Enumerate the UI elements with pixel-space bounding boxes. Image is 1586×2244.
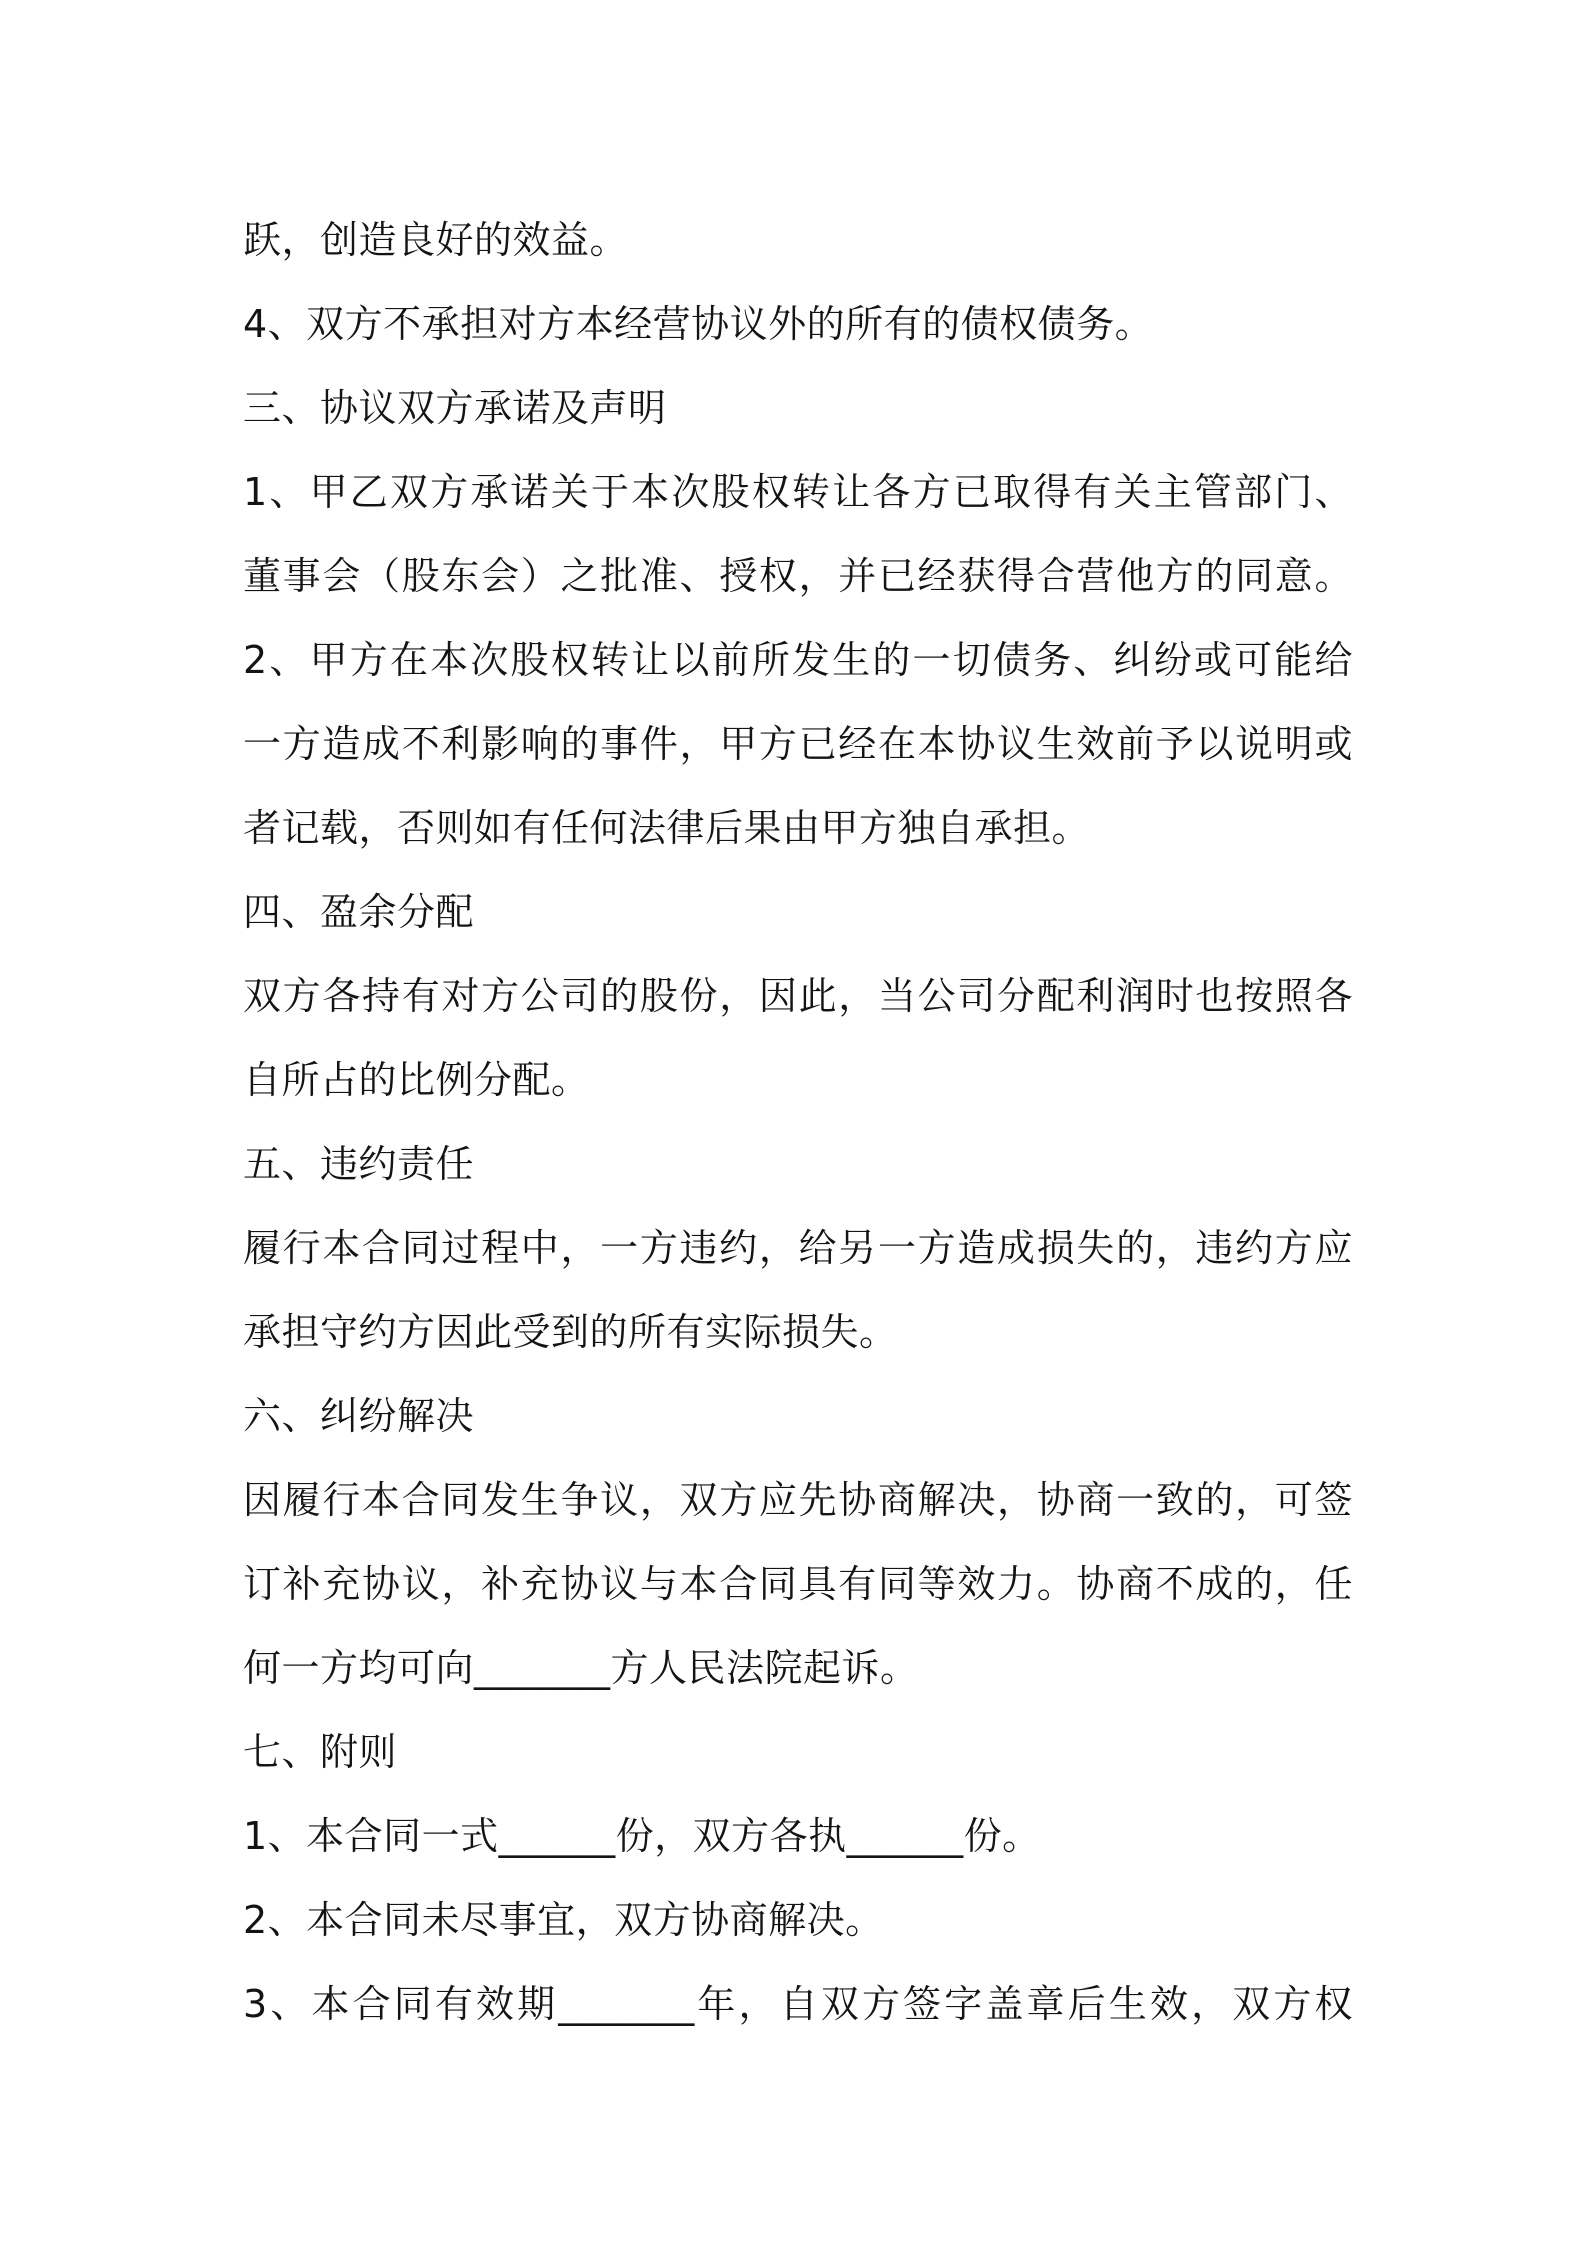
paragraph-line: 双方各持有对方公司的股份，因此，当公司分配利润时也按照各	[243, 974, 1353, 1018]
section-heading: 五、违约责任	[243, 1142, 475, 1186]
document-body	[243, 198, 1353, 2046]
text-line: 一方造成不利影响的事件，甲方已经在本协议生效前予以说明或	[243, 722, 1353, 766]
section-heading: 三、协议双方承诺及声明	[243, 386, 667, 430]
clause-text: 1、甲乙双方承诺关于本次股权转让各方已取得有关主管部门、	[243, 470, 1353, 514]
section-heading: 四、盈余分配	[243, 890, 475, 934]
clause-text: 2、甲方在本次股权转让以前所发生的一切债务、纠纷或可能给	[243, 638, 1353, 682]
section-heading: 六、纠纷解决	[243, 1394, 475, 1438]
section-heading: 七、附则	[243, 1730, 398, 1774]
text-line: 者记载，否则如有任何法律后果由甲方独自承担。	[243, 806, 1091, 850]
clause-text: 2、本合同未尽事宜，双方协商解决。	[243, 1898, 884, 1942]
text-line: 订补充协议，补充协议与本合同具有同等效力。协商不成的，任	[243, 1562, 1353, 1606]
clause-text: 1、本合同一式______份，双方各执______份。	[243, 1814, 1041, 1858]
paragraph-line: 因履行本合同发生争议，双方应先协商解决，协商一致的，可签	[243, 1478, 1353, 1522]
text-line: 跃，创造良好的效益。	[243, 218, 629, 262]
text-line: 自所占的比例分配。	[243, 1058, 590, 1102]
clause-text: 3、本合同有效期_______年，自双方签字盖章后生效，双方权	[243, 1982, 1353, 2026]
paragraph-line: 履行本合同过程中，一方违约，给另一方造成损失的，违约方应	[243, 1226, 1353, 1270]
clause-text: 4、双方不承担对方本经营协议外的所有的债权债务。	[243, 302, 1154, 346]
text-line: 董事会（股东会）之批准、授权，并已经获得合营他方的同意。	[243, 554, 1353, 598]
text-line: 何一方均可向_______方人民法院起诉。	[243, 1646, 919, 1690]
text-line: 承担守约方因此受到的所有实际损失。	[243, 1310, 898, 1354]
